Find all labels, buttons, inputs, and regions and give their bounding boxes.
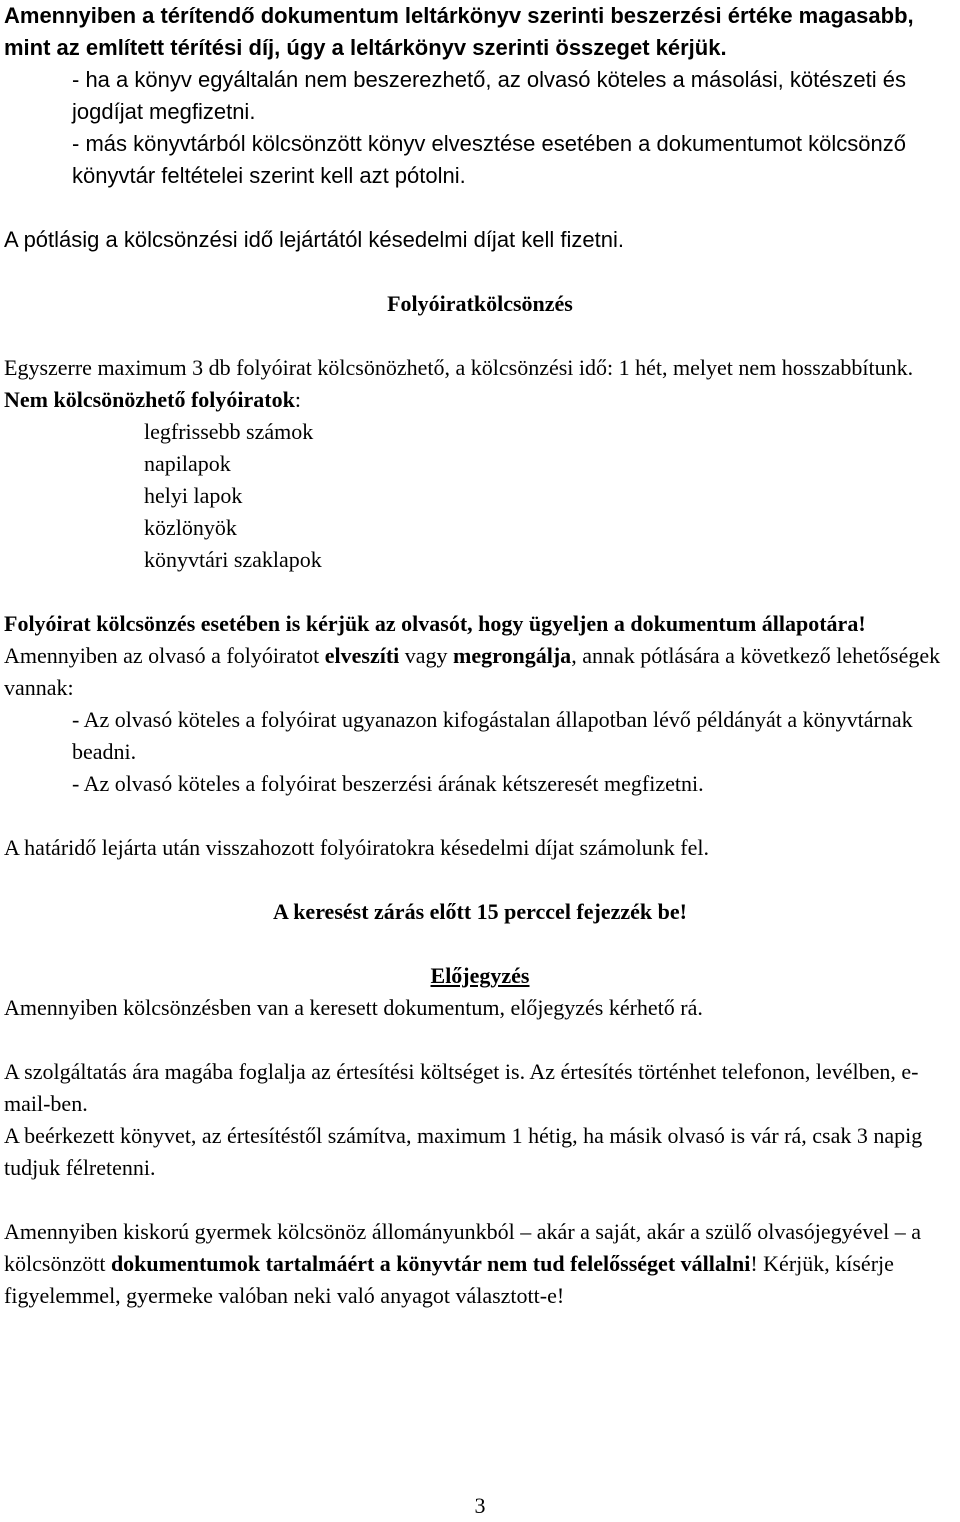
loss-intro-text-2: vagy — [399, 643, 454, 668]
document-page — [4, 0, 956, 1312]
minors-paragraph — [4, 1216, 956, 1312]
replacement-option-1: - Az olvasó köteles a folyóirat ugyanazon kifogástalan állapotban lévő példányát a könyvtárnak beadni. — [72, 707, 913, 764]
overdue-fee-paragraph: A határidő lejárta után visszahozott folyóiratokra késedelmi díjat számolunk fel. — [4, 835, 709, 860]
interlibrary-loss-paragraph: - más könyvtárból kölcsönzött könyv elvesztése esetében a dokumentumot kölcsönző könyvtár feltételei szerint kell azt pótolni. — [72, 131, 906, 188]
search-closing-notice: A keresést zárás előtt 15 perccel fejezzék be! — [273, 899, 687, 924]
late-fee-paragraph: A pótlásig a kölcsönzési idő lejártától késedelmi díjat kell fizetni. — [4, 227, 624, 252]
reservation-paragraph-2: A szolgáltatás ára magába foglalja az értesítési költséget is. Az értesítés történhet telefonon, levélben, e-mail-ben. — [4, 1059, 919, 1116]
list-item: napilapok — [144, 451, 231, 476]
list-item: legfrissebb számok — [144, 419, 314, 444]
unobtainable-book-paragraph: - ha a könyv egyáltalán nem beszerezhető, az olvasó köteles a másolási, kötészeti és jogdíjat megfizetni. — [72, 67, 907, 124]
minors-text-1: Amennyiben kiskorú gyermek kölcsönöz állományunkból – akár a saját, akár a szülő olvasójegyével – a kölcsönzött — [4, 1219, 922, 1276]
non-loan-list — [4, 416, 956, 576]
page-number: 3 — [474, 1493, 486, 1518]
loss-intro-text-3: , annak pótlására a következő lehetőségek vannak: — [4, 643, 941, 700]
non-loan-label-line — [4, 384, 956, 416]
non-loan-label: Nem kölcsönözhető folyóiratok — [4, 387, 295, 412]
non-loan-colon: : — [294, 387, 301, 412]
reservation-paragraph-1: Amennyiben kölcsönzésben van a keresett dokumentum, előjegyzés kérhető rá. — [4, 995, 703, 1020]
loss-bold-damage: megrongálja — [453, 643, 572, 668]
periodicals-heading: Folyóiratkölcsönzés — [387, 291, 573, 316]
reservation-paragraph-3: A beérkezett könyvet, az értesítéstől számítva, maximum 1 hétig, ha másik olvasó is vár rá, csak 3 napig tudjuk félretenni. — [4, 1123, 923, 1180]
care-notice: Folyóirat kölcsönzés esetében is kérjük az olvasót, hogy ügyeljen a dokumentum állapotára! — [4, 611, 866, 636]
replacement-option-2: - Az olvasó köteles a folyóirat beszerzési árának kétszeresét megfizetni. — [72, 771, 704, 796]
loss-intro-text-1: Amennyiben az olvasó a folyóiratot — [4, 643, 325, 668]
reservation-heading: Előjegyzés — [430, 963, 530, 988]
minors-bold-responsibility: dokumentumok tartalmáért a könyvtár nem tud felelősséget vállalni — [110, 1251, 751, 1276]
loss-intro-paragraph — [4, 640, 956, 704]
list-item: közlönyök — [144, 515, 237, 540]
list-item: könyvtári szaklapok — [144, 547, 322, 572]
loss-bold-lose: elveszíti — [324, 643, 400, 668]
list-item: helyi lapok — [144, 483, 243, 508]
periodicals-intro: Egyszerre maximum 3 db folyóirat kölcsönözhető, a kölcsönzési idő: 1 hét, melyet nem hosszabbítunk. — [4, 355, 914, 380]
purchase-value-paragraph: Amennyiben a térítendő dokumentum leltárkönyv szerinti beszerzési értéke magasabb, mint az említett térítési díj, úgy a leltárkönyv szerinti összeget kérjük. — [4, 3, 914, 60]
minors-text-2: ! Kérjük, kísérje figyelemmel, gyermeke valóban neki való anyagot választott-e! — [4, 1251, 894, 1308]
